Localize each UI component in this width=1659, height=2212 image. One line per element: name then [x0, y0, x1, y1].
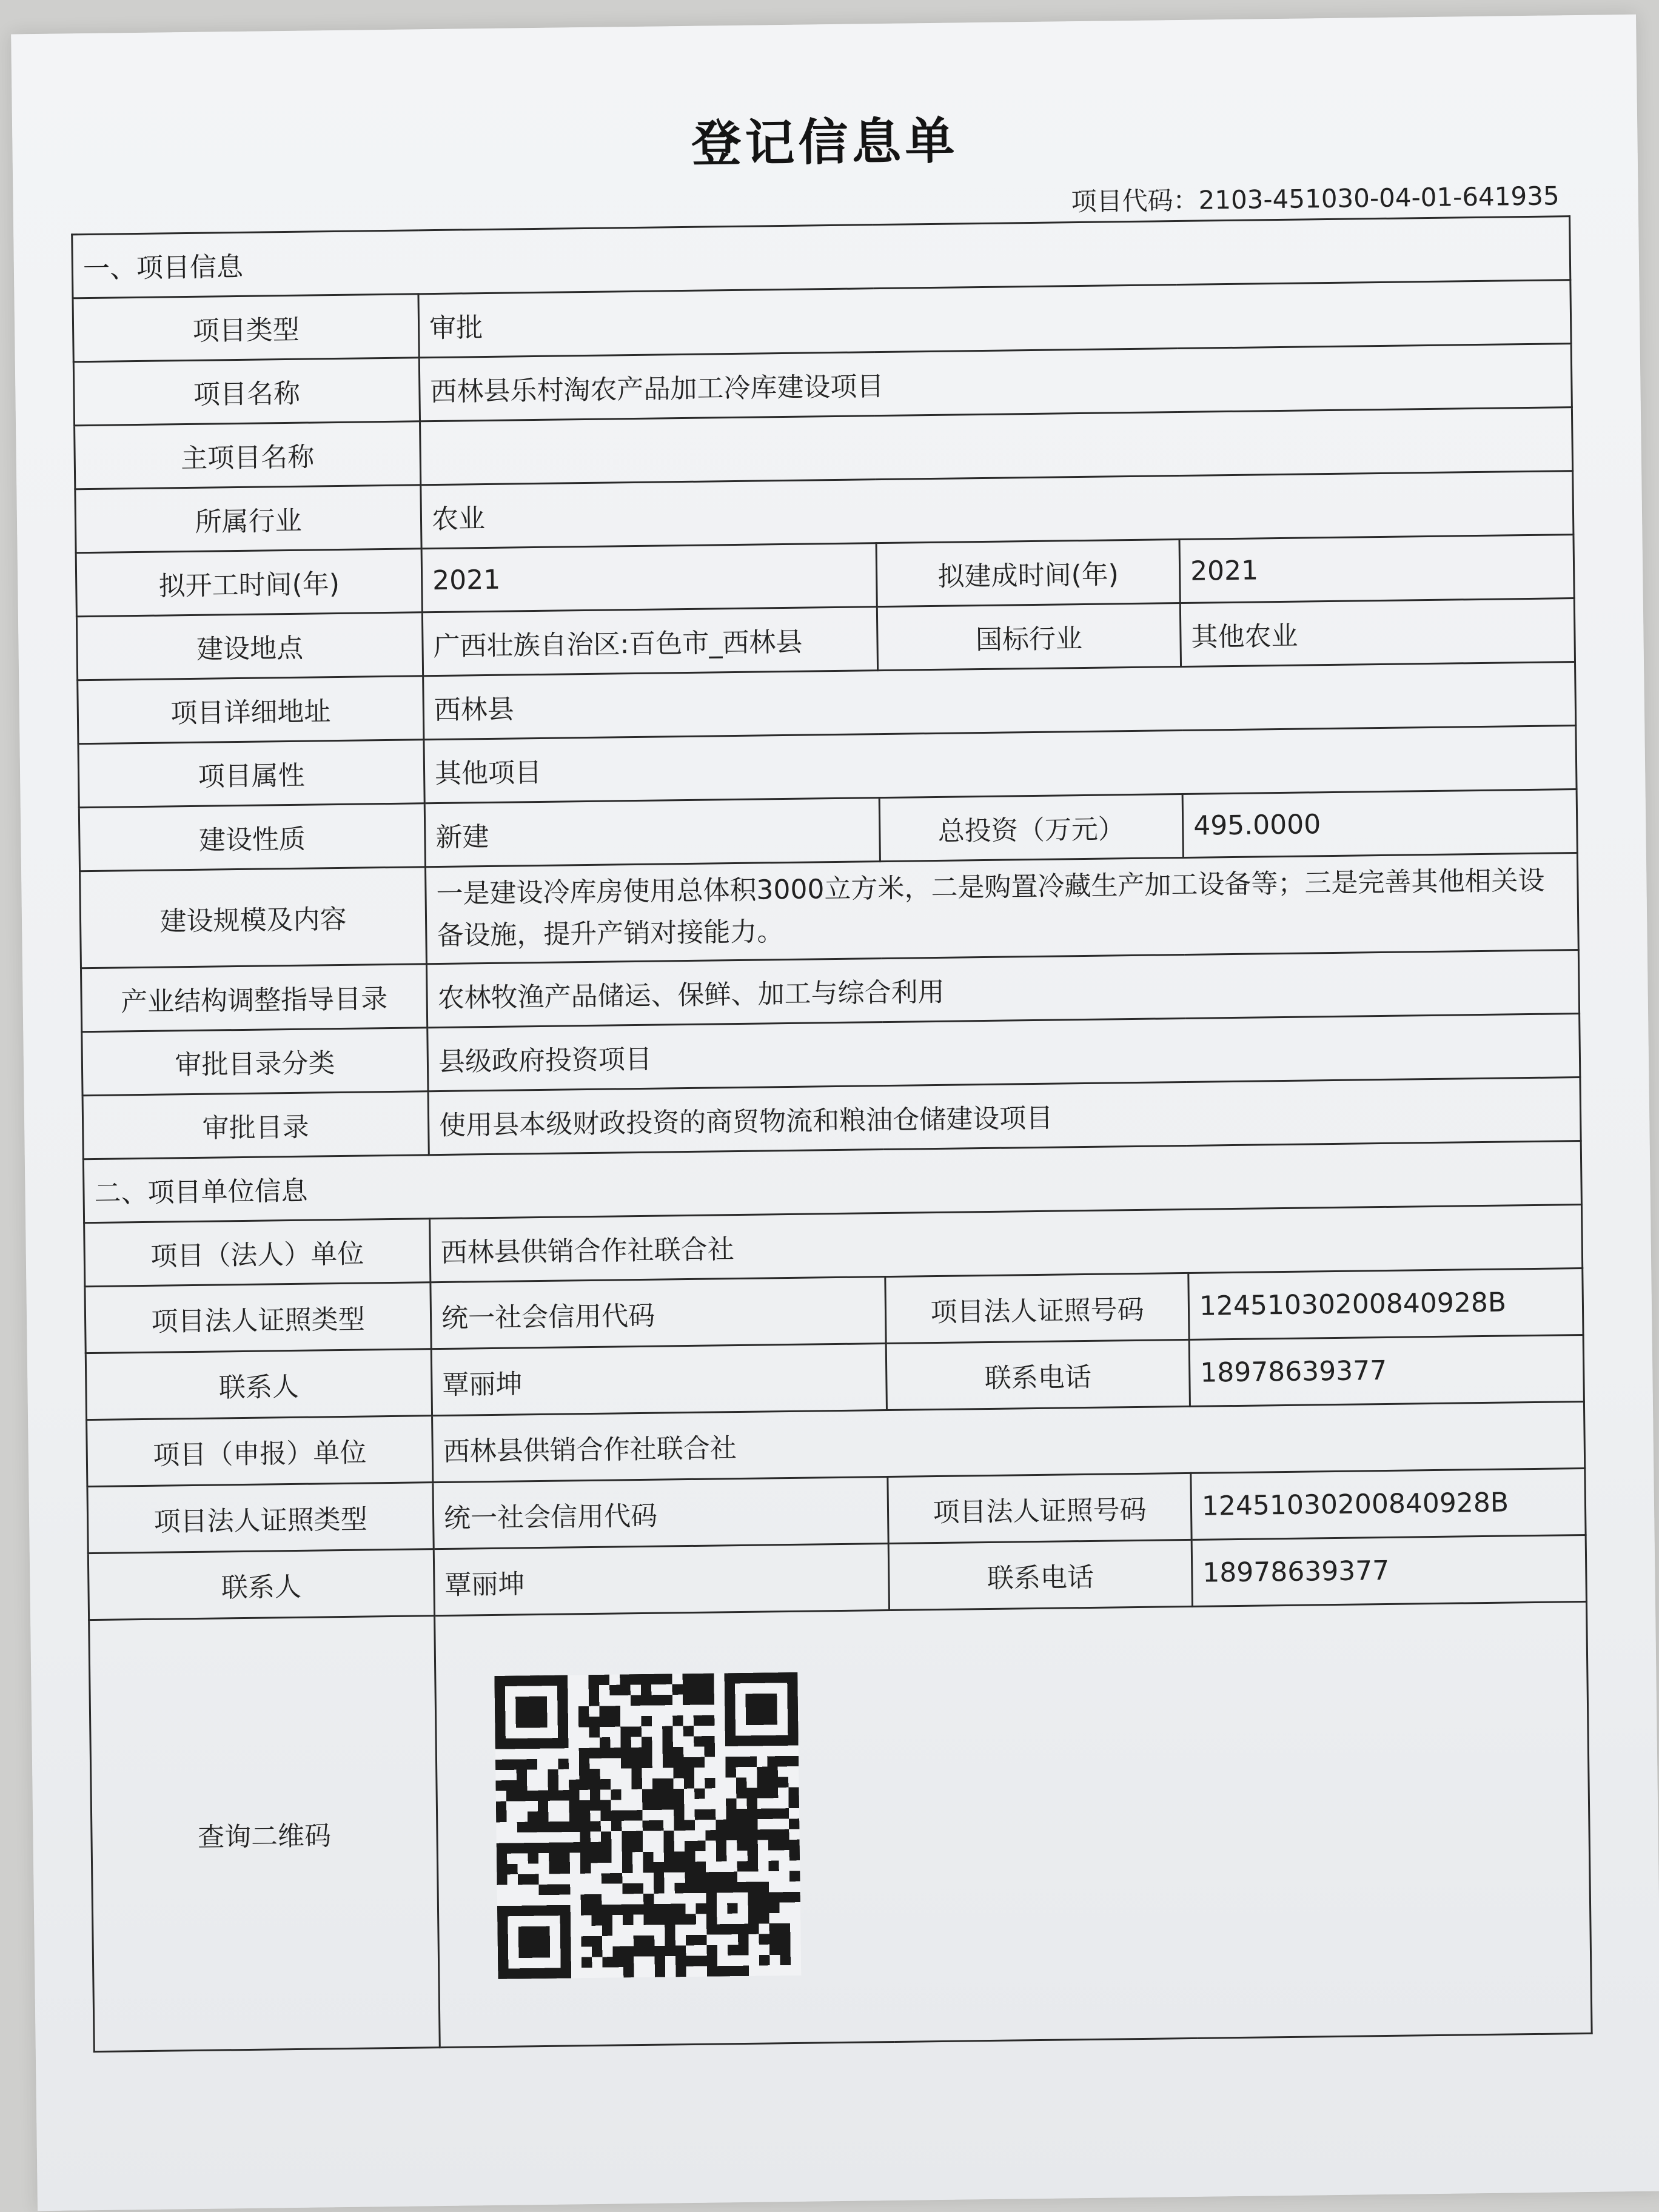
start-year-label: 拟开工时间(年) — [76, 549, 422, 617]
legal-unit-value: 西林县供销合作社联合社 — [430, 1205, 1583, 1282]
national-industry-label: 国标行业 — [877, 603, 1181, 671]
page-title: 登记信息单 — [691, 112, 959, 173]
industry-value: 农业 — [421, 471, 1574, 549]
investment-value: 495.0000 — [1182, 789, 1577, 858]
qr-cell — [435, 1601, 1592, 2047]
legal-unit-label: 项目（法人）单位 — [84, 1219, 431, 1287]
table-row — [80, 853, 1579, 968]
nature-label: 建设性质 — [79, 803, 425, 871]
nature-value: 新建 — [424, 798, 880, 867]
attribute-value: 其他项目 — [424, 726, 1577, 803]
document-page — [11, 15, 1659, 2211]
approval-class-value: 县级政府投资项目 — [427, 1014, 1580, 1091]
legal-cert-no-2-value: 12451030200840928B — [1191, 1468, 1586, 1540]
report-unit-label: 项目（申报）单位 — [87, 1416, 433, 1487]
contact-2-label: 联系人 — [88, 1549, 434, 1620]
national-industry-value: 其他农业 — [1180, 598, 1575, 667]
legal-cert-no-1-value: 12451030200840928B — [1188, 1268, 1583, 1339]
finish-year-value: 2021 — [1179, 535, 1574, 603]
phone-2-value: 18978639377 — [1191, 1535, 1586, 1606]
legal-cert-type-1-label: 项目法人证照类型 — [85, 1282, 431, 1353]
finish-year-label: 拟建成时间(年) — [876, 540, 1180, 607]
contact-1-value: 覃丽坤 — [431, 1344, 886, 1416]
phone-1-value: 18978639377 — [1189, 1335, 1584, 1406]
phone-1-label: 联系电话 — [886, 1339, 1190, 1410]
legal-cert-no-2-label: 项目法人证照号码 — [888, 1473, 1191, 1543]
legal-cert-type-1-value: 统一社会信用代码 — [431, 1277, 886, 1349]
scale-value: 一是建设冷库房使用总体积3000立方米，二是购置冷藏生产加工设备等；三是完善其他相关设备设施，提升产销对接能力。 — [425, 853, 1578, 964]
main-project-name-label: 主项目名称 — [75, 421, 421, 489]
table-row — [89, 1601, 1592, 2051]
legal-cert-type-2-label: 项目法人证照类型 — [87, 1483, 434, 1553]
qr-label: 查询二维码 — [89, 1616, 440, 2052]
report-unit-value: 西林县供销合作社联合社 — [432, 1401, 1585, 1482]
registration-form-table — [71, 215, 1592, 2053]
industry-label: 所属行业 — [75, 485, 421, 553]
contact-2-value: 覃丽坤 — [434, 1544, 889, 1616]
approval-class-label: 审批目录分类 — [82, 1028, 428, 1096]
qr-code-icon[interactable] — [494, 1672, 801, 1979]
catalog-guide-label: 产业结构调整指导目录 — [81, 964, 427, 1032]
approval-catalog-label: 审批目录 — [82, 1091, 429, 1159]
detail-address-value: 西林县 — [423, 662, 1576, 740]
legal-cert-no-1-label: 项目法人证照号码 — [885, 1273, 1189, 1343]
project-type-value: 审批 — [418, 280, 1571, 358]
project-name-label: 项目名称 — [73, 358, 420, 426]
phone-2-label: 联系电话 — [888, 1540, 1192, 1610]
section-1-heading: 一、项目信息 — [72, 216, 1570, 298]
location-value: 广西壮族自治区:百色市_西林县 — [422, 607, 877, 676]
legal-cert-type-2-value: 统一社会信用代码 — [433, 1477, 888, 1549]
detail-address-label: 项目详细地址 — [78, 676, 424, 744]
project-type-label: 项目类型 — [73, 294, 419, 362]
section-2-heading: 二、项目单位信息 — [83, 1141, 1581, 1223]
project-name-value: 西林县乐村淘农产品加工冷库建设项目 — [419, 344, 1572, 421]
approval-catalog-value: 使用县本级财政投资的商贸物流和粮油仓储建设项目 — [428, 1078, 1581, 1155]
attribute-label: 项目属性 — [78, 740, 424, 808]
location-label: 建设地点 — [76, 612, 423, 680]
project-code: 项目代码：2103-451030-04-01-641935 — [1071, 181, 1560, 217]
contact-1-label: 联系人 — [85, 1349, 432, 1420]
scale-label: 建设规模及内容 — [80, 867, 427, 968]
start-year-value: 2021 — [421, 543, 877, 612]
investment-label: 总投资（万元） — [879, 794, 1183, 861]
catalog-guide-value: 农林牧渔产品储运、保鲜、加工与综合利用 — [426, 950, 1579, 1028]
